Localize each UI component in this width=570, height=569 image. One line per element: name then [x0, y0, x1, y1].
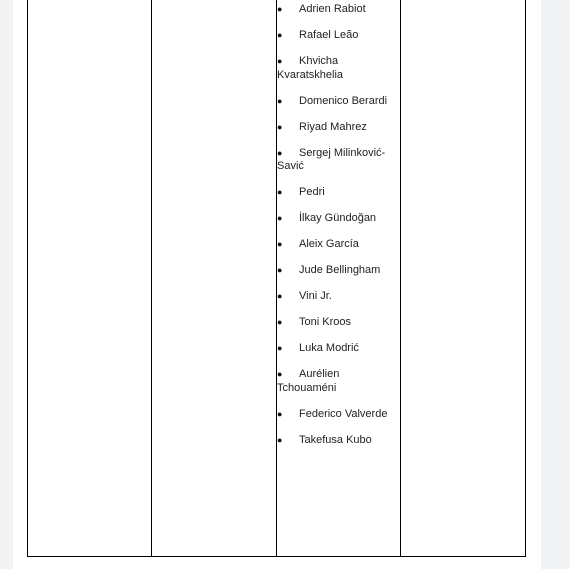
bullet-icon: ● [277, 239, 283, 249]
player-name: Rafael Leão [299, 29, 359, 41]
player-name: Vini Jr. [299, 290, 332, 302]
bullet-icon: ● [277, 121, 283, 132]
player-name: Sergej Milinković-Savić [277, 146, 386, 172]
list-item[interactable] [277, 147, 396, 174]
bullet-icon: ● [277, 213, 283, 223]
player-name: Takefusa Kubo [299, 433, 372, 446]
table-row [28, 0, 526, 557]
list-item[interactable] [277, 238, 396, 252]
player-name: Aurélien Tchouaméni [277, 368, 340, 394]
player-bullet-list [277, 0, 400, 447]
bullet-icon: ● [277, 434, 283, 445]
bullet-icon: ● [277, 4, 283, 14]
bullet-icon: ● [277, 291, 283, 301]
bullet-icon: ● [277, 95, 283, 106]
bullet-icon: ● [277, 30, 283, 40]
player-name: Khvicha Kvaratskhelia [277, 55, 344, 81]
player-name: Jude Bellingham [299, 264, 381, 276]
player-name: Luka Modrić [299, 342, 359, 354]
bullet-icon: ● [277, 343, 283, 353]
list-item[interactable] [277, 212, 396, 226]
bullet-icon: ● [277, 56, 283, 66]
list-item[interactable] [277, 264, 396, 278]
table-cell-4[interactable] [401, 0, 526, 557]
list-item[interactable] [277, 368, 396, 395]
list-item[interactable] [277, 55, 396, 82]
list-item[interactable] [277, 29, 396, 43]
table-cell-1[interactable] [28, 0, 152, 557]
player-name: Domenico Berardi [299, 94, 388, 107]
document-page [13, 0, 541, 569]
table-cell-3[interactable] [277, 0, 401, 557]
list-item[interactable] [277, 95, 396, 109]
document-table [27, 0, 526, 557]
player-name: Aleix García [299, 238, 359, 250]
bullet-icon: ● [277, 317, 283, 327]
bullet-icon: ● [277, 369, 283, 379]
bullet-icon: ● [277, 187, 283, 197]
list-item[interactable] [277, 434, 396, 448]
list-item[interactable] [277, 290, 396, 304]
list-item[interactable] [277, 316, 396, 330]
list-item[interactable] [277, 121, 396, 135]
bullet-icon: ● [277, 265, 283, 275]
list-item[interactable] [277, 408, 396, 422]
bullet-icon: ● [277, 147, 283, 158]
player-name: Adrien Rabiot [299, 3, 366, 15]
player-name: Pedri [299, 186, 325, 198]
player-name: Federico Valverde [299, 407, 388, 420]
player-name: İlkay Gündoğan [299, 212, 377, 224]
list-item[interactable] [277, 186, 396, 200]
list-item[interactable] [277, 3, 396, 17]
player-name: Riyad Mahrez [299, 120, 367, 133]
bullet-icon: ● [277, 408, 283, 419]
list-item[interactable] [277, 342, 396, 356]
table-cell-2[interactable] [152, 0, 277, 557]
player-name: Toni Kroos [299, 316, 351, 328]
